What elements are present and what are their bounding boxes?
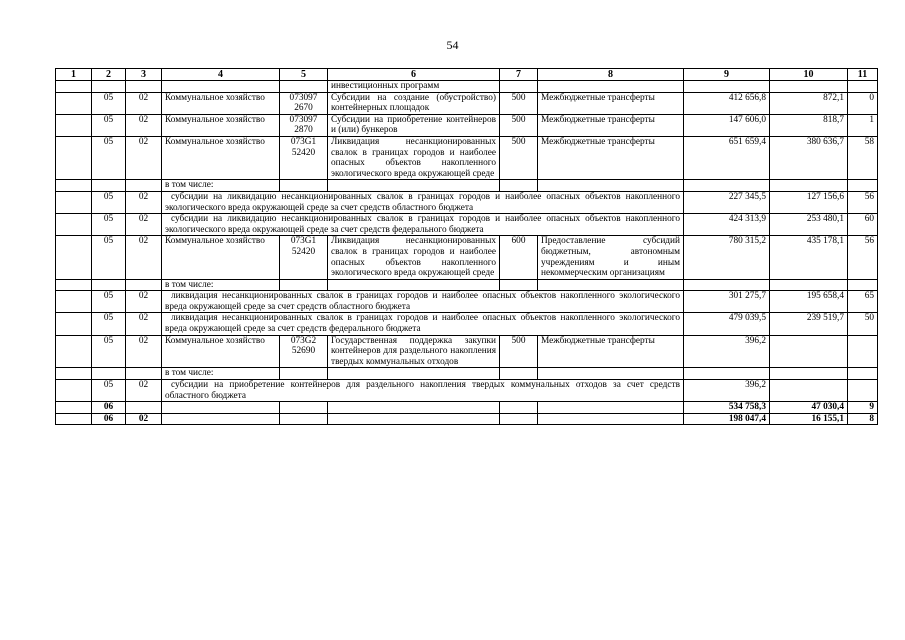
empty-cell — [684, 81, 770, 93]
empty-cell — [848, 180, 878, 192]
empty-cell — [126, 180, 162, 192]
subsection-name-cell: Коммунальное хозяйство — [162, 335, 280, 368]
table-row — [56, 214, 878, 236]
total-amount-cell: 198 047,4 — [684, 413, 770, 425]
expense-name-cell: Субсидии на создание (обустройство) контейнерных площадок — [328, 92, 500, 114]
subsection-name-cell: Коммунальное хозяйство — [162, 236, 280, 279]
empty-cell — [56, 413, 92, 425]
subsection-code-cell — [126, 402, 162, 414]
column-header-5: 5 — [280, 69, 328, 81]
subsidy-description-cell: субсидии на ликвидацию несанкционированных свалок в границах городов и наиболее опасных объектов накопленного экологического вреда окружающей среде за счет средств федерального бюджета — [162, 214, 684, 236]
empty-cell — [328, 368, 500, 380]
header-row — [56, 69, 878, 81]
empty-cell — [538, 368, 684, 380]
column-header-11: 11 — [848, 69, 878, 81]
empty-cell — [848, 81, 878, 93]
expense-name-cell: инвестиционных программ — [328, 81, 500, 93]
amount-cell: 301 275,7 — [684, 291, 770, 313]
empty-cell — [684, 279, 770, 291]
amount-cell: 147 606,0 — [684, 114, 770, 136]
empty-cell — [280, 413, 328, 425]
section-code-cell: 05 — [92, 335, 126, 368]
empty-cell — [848, 368, 878, 380]
table-row — [56, 402, 878, 414]
total-percent-cell: 8 — [848, 413, 878, 425]
empty-cell — [684, 368, 770, 380]
table-row — [56, 236, 878, 279]
section-code-cell: 05 — [92, 191, 126, 213]
executed-cell: 239 519,7 — [770, 313, 848, 335]
empty-cell — [56, 92, 92, 114]
empty-cell — [500, 279, 538, 291]
table-body — [56, 81, 878, 425]
table-row — [56, 92, 878, 114]
empty-cell — [126, 81, 162, 93]
executed-cell: 195 658,4 — [770, 291, 848, 313]
empty-cell — [500, 402, 538, 414]
empty-cell — [500, 413, 538, 425]
executed-cell: 872,1 — [770, 92, 848, 114]
expense-name-cell: Ликвидация несанкционированных свалок в границах городов и наиболее опасных объектов накопленного экологического вреда окружающей среде — [328, 236, 500, 279]
expense-name-cell: Ликвидация несанкционированных свалок в границах городов и наиболее опасных объектов накопленного экологического вреда окружающей среде — [328, 136, 500, 179]
empty-cell — [280, 368, 328, 380]
column-header-3: 3 — [126, 69, 162, 81]
section-code-cell: 05 — [92, 136, 126, 179]
budget-table — [55, 68, 878, 425]
percent-cell: 58 — [848, 136, 878, 179]
empty-cell — [538, 279, 684, 291]
empty-cell — [500, 81, 538, 93]
page-number: 54 — [446, 38, 459, 52]
empty-cell — [280, 402, 328, 414]
column-header-4: 4 — [162, 69, 280, 81]
table-row — [56, 114, 878, 136]
table-row — [56, 136, 878, 179]
empty-cell — [328, 413, 500, 425]
subsection-code-cell: 02 — [126, 191, 162, 213]
including-label-cell: в том числе: — [162, 368, 280, 380]
empty-cell — [56, 368, 92, 380]
expense-type-cell: 500 — [500, 114, 538, 136]
amount-cell: 227 345,5 — [684, 191, 770, 213]
section-code-cell: 05 — [92, 114, 126, 136]
percent-cell: 50 — [848, 313, 878, 335]
subsidy-description-cell: субсидии на приобретение контейнеров для раздельного накопления твердых коммунальных отходов за счет средств областного бюджета — [162, 380, 684, 402]
empty-cell — [328, 402, 500, 414]
empty-cell — [92, 368, 126, 380]
target-article-cell: 073097 2670 — [280, 92, 328, 114]
executed-cell: 380 636,7 — [770, 136, 848, 179]
executed-cell: 127 156,6 — [770, 191, 848, 213]
empty-cell — [56, 81, 92, 93]
empty-cell — [56, 335, 92, 368]
empty-cell — [500, 368, 538, 380]
empty-cell — [126, 368, 162, 380]
empty-cell — [538, 402, 684, 414]
percent-cell: 56 — [848, 236, 878, 279]
empty-cell — [92, 180, 126, 192]
empty-cell — [56, 136, 92, 179]
section-code-cell: 06 — [92, 413, 126, 425]
column-header-9: 9 — [684, 69, 770, 81]
empty-cell — [92, 279, 126, 291]
empty-cell — [770, 81, 848, 93]
column-header-2: 2 — [92, 69, 126, 81]
subsidy-description-cell: субсидии на ликвидацию несанкционированных свалок в границах городов и наиболее опасных объектов накопленного экологического вреда окружающей среде за счет средств областного бюджета — [162, 191, 684, 213]
subsection-code-cell: 02 — [126, 236, 162, 279]
table-row — [56, 191, 878, 213]
empty-cell — [538, 180, 684, 192]
table-row — [56, 335, 878, 368]
empty-cell — [56, 380, 92, 402]
table-row — [56, 368, 878, 380]
subsection-code-cell: 02 — [126, 380, 162, 402]
subsection-name-cell: Коммунальное хозяйство — [162, 92, 280, 114]
table-row — [56, 81, 878, 93]
percent-cell: 56 — [848, 191, 878, 213]
expense-type-name-cell: Межбюджетные трансферты — [538, 136, 684, 179]
expense-type-name-cell: Межбюджетные трансферты — [538, 92, 684, 114]
target-article-cell: 073G1 52420 — [280, 136, 328, 179]
subsection-code-cell: 02 — [126, 413, 162, 425]
expense-type-cell: 500 — [500, 92, 538, 114]
amount-cell: 424 313,9 — [684, 214, 770, 236]
empty-cell — [56, 279, 92, 291]
table-row — [56, 380, 878, 402]
column-header-1: 1 — [56, 69, 92, 81]
percent-cell — [848, 335, 878, 368]
empty-cell — [56, 402, 92, 414]
percent-cell: 65 — [848, 291, 878, 313]
expense-name-cell: Государственная поддержка закупки контейнеров для раздельного накопления твердых коммунальных отходов — [328, 335, 500, 368]
empty-cell — [770, 368, 848, 380]
table-row — [56, 180, 878, 192]
empty-cell — [162, 402, 280, 414]
section-code-cell: 05 — [92, 214, 126, 236]
section-code-cell: 05 — [92, 291, 126, 313]
total-executed-cell: 47 030,4 — [770, 402, 848, 414]
empty-cell — [848, 279, 878, 291]
executed-cell: 818,7 — [770, 114, 848, 136]
empty-cell — [162, 81, 280, 93]
subsection-code-cell: 02 — [126, 92, 162, 114]
subsection-name-cell: Коммунальное хозяйство — [162, 114, 280, 136]
target-article-cell: 073G2 52690 — [280, 335, 328, 368]
section-code-cell: 06 — [92, 402, 126, 414]
empty-cell — [56, 236, 92, 279]
empty-cell — [162, 413, 280, 425]
amount-cell: 412 656,8 — [684, 92, 770, 114]
subsection-code-cell: 02 — [126, 114, 162, 136]
empty-cell — [538, 413, 684, 425]
table-row — [56, 313, 878, 335]
empty-cell — [126, 279, 162, 291]
section-code-cell: 05 — [92, 92, 126, 114]
subsection-code-cell: 02 — [126, 313, 162, 335]
expense-type-cell: 500 — [500, 136, 538, 179]
amount-cell: 479 039,5 — [684, 313, 770, 335]
target-article-cell: 073G1 52420 — [280, 236, 328, 279]
column-header-7: 7 — [500, 69, 538, 81]
section-code-cell: 05 — [92, 313, 126, 335]
subsection-code-cell: 02 — [126, 214, 162, 236]
empty-cell — [770, 279, 848, 291]
expense-name-cell: Субсидии на приобретение контейнеров и (или) бункеров — [328, 114, 500, 136]
column-header-6: 6 — [328, 69, 500, 81]
expense-type-name-cell: Предоставление субсидий бюджетным, автономным учреждениям и иным некоммерческим организациям — [538, 236, 684, 279]
empty-cell — [92, 81, 126, 93]
subsection-code-cell: 02 — [126, 291, 162, 313]
empty-cell — [500, 180, 538, 192]
table-row — [56, 279, 878, 291]
empty-cell — [538, 81, 684, 93]
including-label-cell: в том числе: — [162, 180, 280, 192]
table-row — [56, 413, 878, 425]
expense-type-cell: 500 — [500, 335, 538, 368]
empty-cell — [280, 180, 328, 192]
percent-cell — [848, 380, 878, 402]
empty-cell — [56, 214, 92, 236]
subsidy-description-cell: ликвидация несанкционированных свалок в границах городов и наиболее опасных объектов накопленного экологического вреда окружающей среде за счет средств областного бюджета — [162, 291, 684, 313]
expense-type-name-cell: Межбюджетные трансферты — [538, 114, 684, 136]
empty-cell — [328, 279, 500, 291]
empty-cell — [280, 81, 328, 93]
subsection-code-cell: 02 — [126, 335, 162, 368]
section-code-cell: 05 — [92, 236, 126, 279]
amount-cell: 396,2 — [684, 335, 770, 368]
expense-type-name-cell: Межбюджетные трансферты — [538, 335, 684, 368]
empty-cell — [280, 279, 328, 291]
empty-cell — [328, 180, 500, 192]
total-percent-cell: 9 — [848, 402, 878, 414]
amount-cell: 780 315,2 — [684, 236, 770, 279]
subsection-name-cell: Коммунальное хозяйство — [162, 136, 280, 179]
including-label-cell: в том числе: — [162, 279, 280, 291]
percent-cell: 0 — [848, 92, 878, 114]
empty-cell — [56, 291, 92, 313]
executed-cell: 253 480,1 — [770, 214, 848, 236]
section-code-cell: 05 — [92, 380, 126, 402]
executed-cell: 435 178,1 — [770, 236, 848, 279]
column-header-8: 8 — [538, 69, 684, 81]
empty-cell — [684, 180, 770, 192]
empty-cell — [56, 191, 92, 213]
total-amount-cell: 534 758,3 — [684, 402, 770, 414]
empty-cell — [770, 180, 848, 192]
executed-cell — [770, 380, 848, 402]
table-row — [56, 291, 878, 313]
executed-cell — [770, 335, 848, 368]
percent-cell: 1 — [848, 114, 878, 136]
target-article-cell: 073097 2870 — [280, 114, 328, 136]
empty-cell — [56, 313, 92, 335]
empty-cell — [56, 180, 92, 192]
amount-cell: 651 659,4 — [684, 136, 770, 179]
percent-cell: 60 — [848, 214, 878, 236]
column-header-10: 10 — [770, 69, 848, 81]
subsection-code-cell: 02 — [126, 136, 162, 179]
subsidy-description-cell: ликвидация несанкционированных свалок в границах городов и наиболее опасных объектов накопленного экологического вреда окружающей среде за счет средств федерального бюджета — [162, 313, 684, 335]
empty-cell — [56, 114, 92, 136]
total-executed-cell: 16 155,1 — [770, 413, 848, 425]
amount-cell: 396,2 — [684, 380, 770, 402]
expense-type-cell: 600 — [500, 236, 538, 279]
